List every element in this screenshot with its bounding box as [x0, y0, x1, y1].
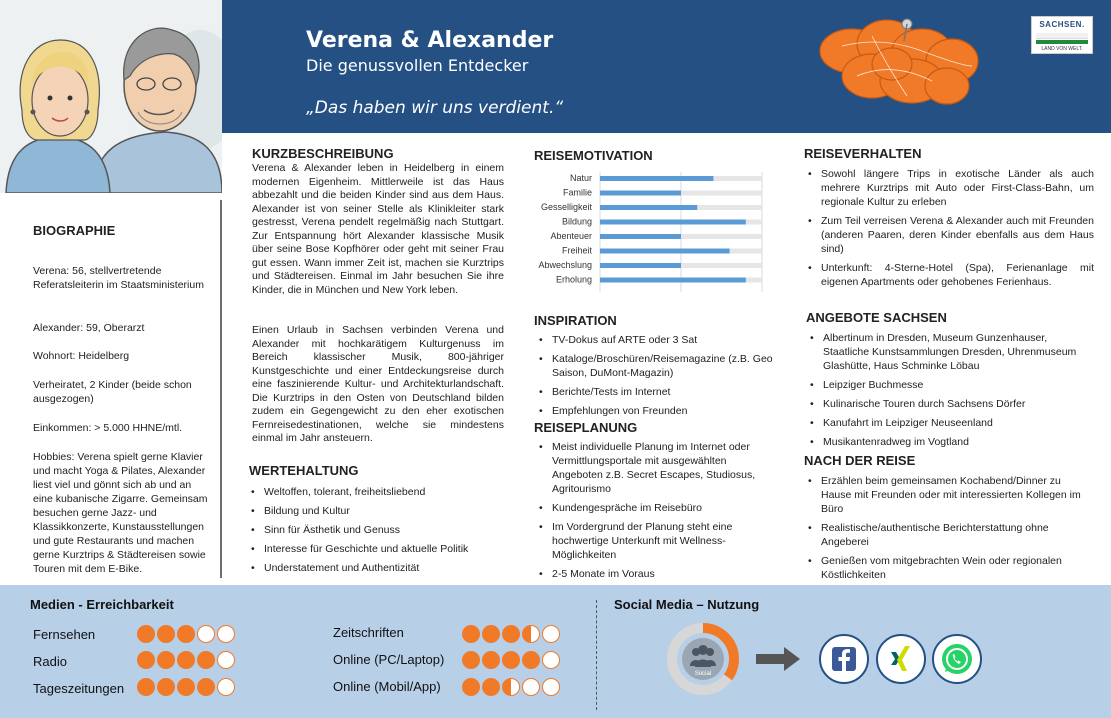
- medien-label: Radio: [33, 654, 67, 669]
- list-item: • Empfehlungen von Freunden: [537, 404, 777, 418]
- list-item: • Berichte/Tests im Internet: [537, 385, 777, 399]
- list-item: • Kulinarische Touren durch Sachsens Dörfer: [808, 397, 1092, 411]
- rating-dot: [542, 678, 560, 696]
- persona-quote: „Das haben wir uns verdient.“: [306, 98, 564, 118]
- bar: [600, 220, 746, 225]
- bio-item: Wohnort: Heidelberg: [33, 350, 130, 362]
- bar: [600, 278, 746, 283]
- rating-dot: [482, 651, 500, 669]
- bar: [600, 205, 697, 210]
- whatsapp-icon[interactable]: [932, 634, 982, 684]
- list-item: • Musikantenradweg im Vogtland: [808, 435, 1092, 449]
- rating-dot: [217, 678, 235, 696]
- persona-name: Verena & Alexander: [306, 28, 554, 53]
- medien-label: Online (PC/Laptop): [333, 652, 445, 667]
- rating-dot: [157, 625, 175, 643]
- rating-dot: [137, 678, 155, 696]
- list-item: • 2-5 Monate im Voraus: [537, 567, 757, 581]
- list-item: • Understatement und Authentizität: [249, 561, 509, 575]
- reiseplanung-list: [537, 440, 757, 586]
- list-item: • Im Vordergrund der Planung steht eine hochwertige Unterkunft mit Wellness-Möglichkeiten: [537, 520, 757, 562]
- bar: [600, 191, 681, 196]
- bio-item: Hobbies: Verena spielt gerne Klavier und macht Yoga & Pilates, Alexander liest viel und gönnt sich ab und an eine kubanische Zigarre. Gemeinsam besuchen gerne Jazz- und Klassikkonzerte, Kunstausstellungen und gute Restaurants und machen gerne Kurztrips & Städtereisen sowie Touren mit dem E-Bike.: [33, 451, 208, 575]
- rating-dots: [462, 651, 560, 669]
- bio-item: Verena: 56, stellvertretende Referatsleiterin im Staatsministerium: [33, 265, 204, 291]
- list-item: • Weltoffen, tolerant, freiheitsliebend: [249, 485, 509, 499]
- rating-dot: [462, 678, 480, 696]
- reisemotivation-chart: [530, 170, 770, 295]
- list-item: • Bildung und Kultur: [249, 504, 509, 518]
- inspiration-title: INSPIRATION: [534, 313, 617, 328]
- rating-dot: [482, 625, 500, 643]
- nach-der-reise-list: [806, 474, 1092, 587]
- bar: [600, 263, 681, 268]
- medien-label: Fernsehen: [33, 627, 96, 642]
- donut-label: Social: [694, 671, 712, 677]
- sachsen-logo: [1031, 16, 1093, 54]
- rating-dot: [137, 625, 155, 643]
- category-label: Abwechslung: [538, 260, 592, 270]
- logo-stripe-green: [1036, 40, 1088, 44]
- rating-dot: [502, 625, 520, 643]
- rating-dots: [137, 651, 235, 669]
- bio-item: Verheiratet, 2 Kinder (beide schon ausgezogen): [33, 379, 192, 405]
- reiseverhalten-title: REISEVERHALTEN: [804, 146, 922, 161]
- logo-text-bottom: LAND VON WELT.: [1041, 46, 1083, 52]
- rating-dot: [482, 678, 500, 696]
- kurzbeschreibung-title: KURZBESCHREIBUNG: [252, 146, 394, 161]
- medien-label: Online (Mobil/App): [333, 679, 441, 694]
- social-usage-donut: [666, 622, 740, 696]
- rating-dot: [217, 625, 235, 643]
- medien-label: Tageszeitungen: [33, 681, 125, 696]
- xing-icon[interactable]: [876, 634, 926, 684]
- rating-dot: [462, 651, 480, 669]
- list-item: • Zum Teil verreisen Verena & Alexander auch mit Freunden (anderen Paaren, deren Kinder ebenfalls aus dem Haus sind): [806, 214, 1094, 256]
- rating-dots: [137, 625, 235, 643]
- persona-subtitle: Die genussvollen Entdecker: [306, 56, 529, 75]
- bar: [600, 234, 681, 239]
- rating-dot: [197, 651, 215, 669]
- rating-dot: [197, 678, 215, 696]
- rating-dot: [177, 625, 195, 643]
- header-banner: [222, 0, 1111, 133]
- medien-label: Zeitschriften: [333, 625, 404, 640]
- rating-dot: [522, 651, 540, 669]
- rating-dot: [157, 678, 175, 696]
- rating-dot: [177, 651, 195, 669]
- medien-title: Medien - Erreichbarkeit: [30, 597, 174, 612]
- bar: [600, 249, 730, 254]
- list-item: • Sinn für Ästhetik und Genuss: [249, 523, 509, 537]
- bio-item: Einkommen: > 5.000 HHNE/mtl.: [33, 422, 183, 434]
- list-item: • Kundengespräche im Reisebüro: [537, 501, 757, 515]
- category-label: Abenteuer: [550, 231, 592, 241]
- kurzbeschreibung-p2: Einen Urlaub in Sachsen verbinden Verena und Alexander mit hochkarätigem Kulturgenuss im Bereich klassischer Musik, 800-jähriger Kunstgeschichte und einer Entdeckungsreise durch eine faszinierende Kultur- und Architekturlandschaft. Die Kurztrips in den Osten von Deutschland bilden zudem ein Gegengewicht zu den eher exotischen Fernreisedestinationen, welche sie mindestens einmal im Jahr ansteuern.: [252, 324, 504, 444]
- rating-dot: [542, 651, 560, 669]
- rating-dot: [542, 625, 560, 643]
- wertehaltung-list: [249, 485, 509, 580]
- rating-dots: [137, 678, 235, 696]
- bottom-divider: [596, 600, 597, 710]
- wertehaltung-title: WERTEHALTUNG: [249, 463, 359, 478]
- angebote-list: [808, 331, 1092, 454]
- facebook-icon[interactable]: [819, 634, 869, 684]
- reiseverhalten-list: [806, 167, 1094, 294]
- list-item: • Erzählen beim gemeinsamen Kochabend/Dinner zu Hause mit Freunden oder mit interessierten Kollegen im Büro: [806, 474, 1092, 516]
- category-label: Erholung: [555, 274, 592, 285]
- divider: [220, 200, 222, 578]
- list-item: • Unterkunft: 4-Sterne-Hotel (Spa), Ferienanlage mit eigenen Apartments oder gehobenes Ferienhaus.: [806, 261, 1094, 289]
- category-label: Gesselligkeit: [540, 202, 592, 212]
- reiseplanung-title: REISEPLANUNG: [534, 420, 638, 435]
- category-label: Freiheit: [561, 245, 592, 256]
- list-item: • Interesse für Geschichte und aktuelle Politik: [249, 542, 509, 556]
- category-label: Bildung: [561, 216, 592, 227]
- rating-dot: [522, 625, 540, 643]
- rating-dot: [502, 678, 520, 696]
- rating-dot: [502, 651, 520, 669]
- list-item: • Leipziger Buchmesse: [808, 378, 1092, 392]
- rating-dot: [462, 625, 480, 643]
- bar: [600, 176, 713, 181]
- rating-dot: [217, 651, 235, 669]
- rating-dot: [177, 678, 195, 696]
- list-item: • Sowohl längere Trips in exotische Länder als auch mehrere Kurztrips mit Auto oder First-Class-Bahn, um regionale Kultur zu erleben: [806, 167, 1094, 209]
- rating-dots: [462, 678, 560, 696]
- persona-illustration: [0, 0, 222, 193]
- logo-stripe-white: [1036, 33, 1088, 39]
- rating-dot: [522, 678, 540, 696]
- rating-dot: [137, 651, 155, 669]
- rating-dot: [157, 651, 175, 669]
- list-item: • Genießen vom mitgebrachten Wein oder regionalen Köstlichkeiten: [806, 554, 1092, 582]
- rating-dots: [462, 625, 560, 643]
- list-item: • Kanufahrt im Leipziger Neuseenland: [808, 416, 1092, 430]
- arrow-right-icon: [754, 645, 802, 673]
- bio-item: Alexander: 59, Oberarzt: [33, 322, 145, 334]
- angebote-title: ANGEBOTE SACHSEN: [806, 310, 947, 325]
- category-label: Natur: [569, 173, 592, 183]
- biography-title: BIOGRAPHIE: [33, 223, 116, 238]
- rating-dot: [197, 625, 215, 643]
- kurzbeschreibung-p1: Verena & Alexander leben in Heidelberg in einem modernen Eigenheim. Mittlerweile ist das Haus abbezahlt und die beiden Kinder sind aus dem Haus. Alexander ist von seiner Stelle als Klinikleiter stark gestresst, Verena pendelt regelmäßig nach Stuttgart. Zur Entspannung hört Alexander klassische Musik über seine Bose Kopfhörer oder geht mit seiner Frau gut essen. Wann immer Zeit ist, machen sie Kurztrips und Städtereisen. Einmal im Jahr besuchen Sie ihre Kinder, die in München und New York leben.: [252, 162, 504, 296]
- list-item: • Albertinum in Dresden, Museum Gunzenhauser, Staatliche Kunstsammlungen Dresden, Uhrenmuseum Glashütte, Haus Schminke Löbau: [808, 331, 1092, 373]
- reisemotivation-title: REISEMOTIVATION: [534, 148, 653, 163]
- inspiration-list: [537, 333, 777, 423]
- logo-text-top: SACHSEN.: [1039, 20, 1085, 29]
- list-item: • Realistische/authentische Berichterstattung ohne Angeberei: [806, 521, 1092, 549]
- social-title: Social Media – Nutzung: [614, 597, 760, 612]
- saxony-map-icon: [812, 6, 982, 116]
- nach-der-reise-title: NACH DER REISE: [804, 453, 916, 468]
- list-item: • Kataloge/Broschüren/Reisemagazine (z.B. Geo Saison, DuMont-Magazin): [537, 352, 777, 380]
- couple-illustration: [0, 0, 222, 193]
- list-item: • Meist individuelle Planung im Internet oder Vermittlungsportale mit ausgewählten Angeboten z.B. Secret Escapes, Studiosus, Agritourismo: [537, 440, 757, 496]
- category-label: Familie: [562, 187, 592, 198]
- list-item: • TV-Dokus auf ARTE oder 3 Sat: [537, 333, 777, 347]
